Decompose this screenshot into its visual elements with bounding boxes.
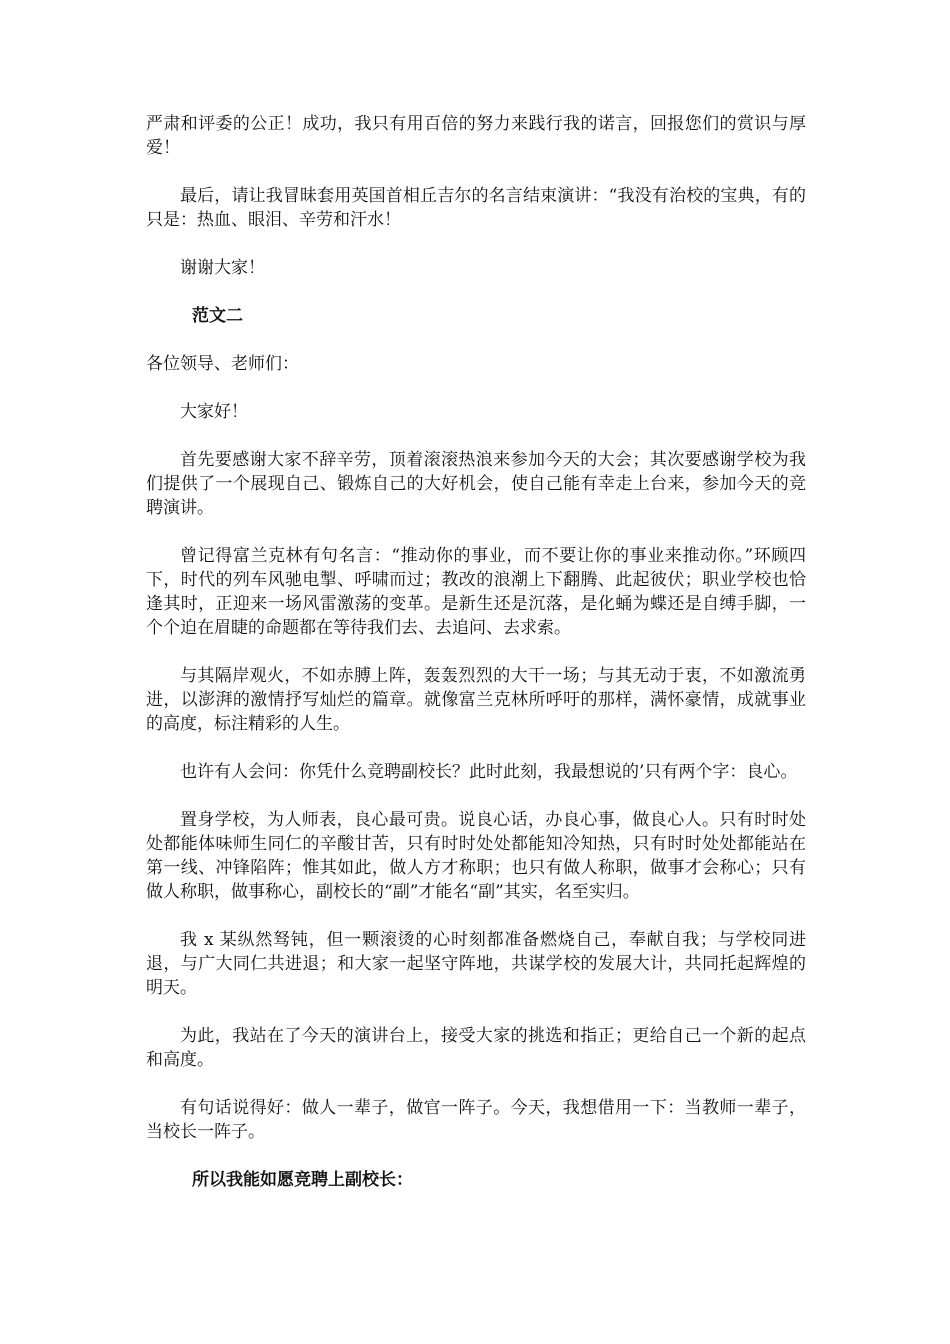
- section-heading: 范文二: [192, 306, 243, 326]
- paragraph: 与其隔岸观火，不如赤膊上阵，轰轰烈烈的大干一场；与其无动于衷，不如激流勇进，以澎湃的激情抒写灿烂的篇章。就像富兰克林所呼吁的那样，满怀豪情，成就事业的高度，标注精彩的人生。: [146, 666, 806, 734]
- closing-heading: 所以我能如愿竞聘上副校长：: [192, 1170, 413, 1190]
- paragraph: 有句话说得好：做人一辈子，做官一阵子。今天，我想借用一下：当教师一辈子，当校长一阵子。: [146, 1098, 806, 1142]
- paragraph: 为此，我站在了今天的演讲台上，接受大家的挑选和指正；更给自己一个新的起点和高度。: [146, 1026, 806, 1070]
- paragraph: 首先要感谢大家不辞辛劳，顶着滚滚热浪来参加今天的大会；其次要感谢学校为我们提供了一个展现自己、锻炼自己的大好机会，使自己能有幸走上台来，参加今天的竞聘演讲。: [146, 450, 806, 518]
- paragraph: 置身学校，为人师表，良心最可贵。说良心话，办良心事，做良心人。只有时时处处都能体味师生同仁的辛酸甘苦，只有时时处处都能知冷知热，只有时时处处都能站在第一线、冲锋陷阵；惟其如此，做人方才称职；也只有做人称职，做事才会称心；只有做人称职，做事称心，副校长的“副”才能名“副”其实，名至实归。: [146, 810, 806, 902]
- paragraph: 严肃和评委的公正！成功，我只有用百倍的努力来践行我的诺言，回报您们的赏识与厚爱！: [146, 114, 806, 158]
- paragraph: 曾记得富兰克林有句名言：“推动你的事业，而不要让你的事业来推动你。”环顾四下，时代的列车风驰电掣、呼啸而过；教改的浪潮上下翻腾、此起彼伏；职业学校也恰逢其时，正迎来一场风雷激荡的变革。是新生还是沉落，是化蛹为蝶还是自缚手脚，一个个迫在眉睫的命题都在等待我们去、去追问、去求索。: [146, 546, 806, 638]
- document-body: [146, 112, 806, 1216]
- paragraph: 我 x 某纵然驽钝，但一颗滚烫的心时刻都准备燃烧自己，奉献自我；与学校同进退，与广大同仁共进退；和大家一起坚守阵地，共谋学校的发展大计，共同托起辉煌的明天。: [146, 930, 806, 998]
- paragraph: 谢谢大家！: [180, 258, 265, 278]
- paragraph: 也许有人会问：你凭什么竞聘副校长？此时此刻，我最想说的’只有两个字：良心。: [180, 762, 798, 782]
- paragraph: 最后，请让我冒昧套用英国首相丘吉尔的名言结束演讲：“我没有治校的宝典，有的只是：热血、眼泪、辛劳和汗水！: [146, 186, 806, 230]
- greeting: 大家好！: [180, 402, 248, 422]
- salutation: 各位领导、老师们：: [146, 354, 299, 374]
